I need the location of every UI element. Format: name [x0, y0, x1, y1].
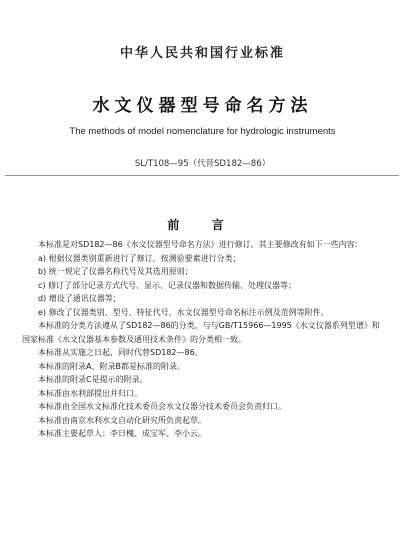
- header-divider: [5, 175, 399, 176]
- foreword-body: [22, 238, 382, 441]
- paragraph: 本标准由全国水文标准化技术委员会水文仪器分技术委员会负责归口。: [38, 402, 286, 411]
- list-item: d) 增设了通讯仪器等；: [38, 294, 121, 303]
- list-item: b) 统一规定了仪器名称代号及其选用原则；: [38, 267, 193, 276]
- issuing-body-header: 中华人民共和国行业标准: [119, 46, 285, 61]
- paragraph: 本标准由南京水利水文自动化研究所负责起草。: [38, 415, 206, 425]
- paragraph: 本标准从实施之日起，同时代替SD182—86。: [38, 348, 203, 357]
- paragraph: 本标准的附录A、附录B都是标准的附录。: [38, 361, 185, 371]
- section-heading-foreword: 前 言: [167, 218, 238, 232]
- list-item: a) 根据仪器类别重新进行了修订，按测验要素进行分类；: [38, 253, 241, 263]
- document-title-english: The methods of model nomenclature for hydrologic instruments: [69, 126, 336, 137]
- paragraph: 本标准由水利部提出并归口。: [38, 388, 142, 398]
- paragraph: 本标准主要起草人：李日槐、成宝军、李小云。: [38, 429, 206, 438]
- list-item: e) 修改了仪器类别、型号、特征代号，水文仪器型号命名标注示例及范例等附件。: [38, 307, 329, 317]
- paragraph: 本标准的附录C是提示的附录。: [38, 375, 148, 384]
- paragraph: 本标准是对SD182—86《水文仪器型号命名方法》进行修订。其主要修改有如下一些内容：: [38, 240, 363, 249]
- document-title-chinese: 水文仪器型号命名方法: [92, 96, 313, 116]
- list-item: c) 修订了部分记录方式代号、显示、记录仪器和数据传输、处理仪器等；: [38, 280, 297, 290]
- standard-number: SL/T108—95（代替SD182—86）: [134, 159, 271, 169]
- paragraph: 本标准的分类方法遵从了SD182—86的分类，与与GB/T15966—1995《水文仪器系列型谱》和国家标准《水文仪器基本参数及通用技术条件》的分类相一致。: [22, 321, 380, 344]
